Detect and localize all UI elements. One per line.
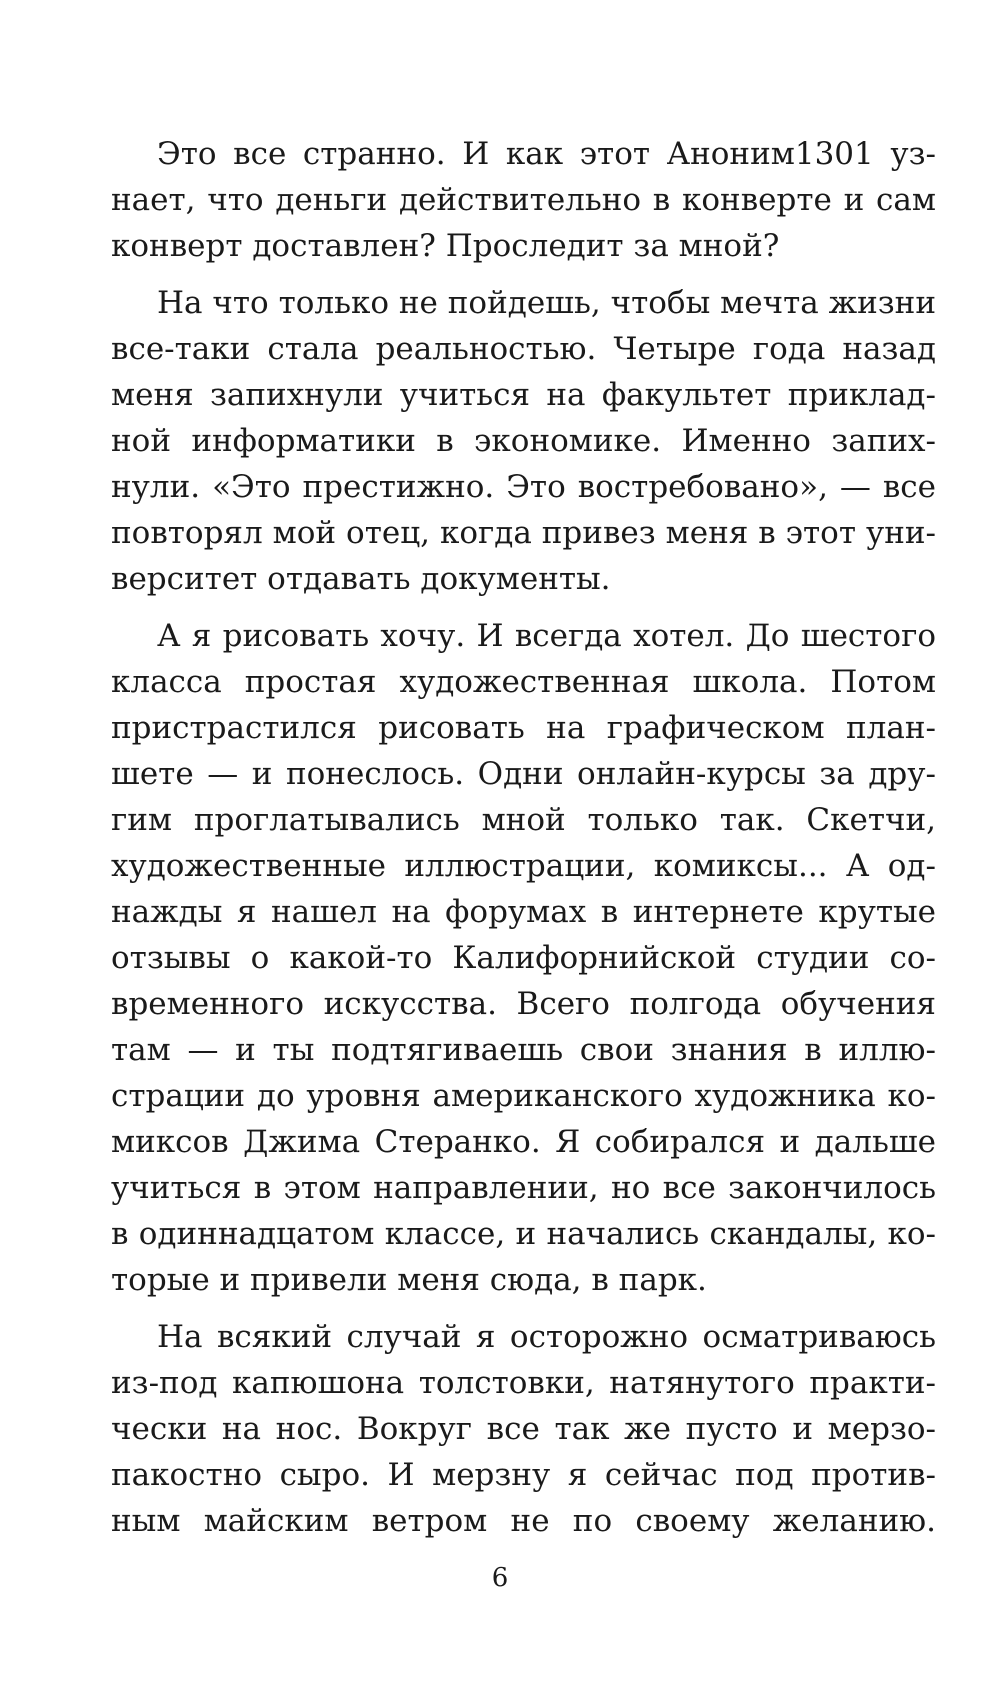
text-line: нает, что деньги действительно в конверте и сам	[111, 182, 936, 218]
text-line: пристрастился рисовать на графическом план-	[111, 710, 936, 746]
text-line: класса простая художественная школа. Потом	[111, 664, 936, 700]
text-line: торые и привели меня сюда, в парк.	[111, 1262, 707, 1298]
text-line: ной информатики в экономике. Именно запих-	[111, 423, 936, 459]
text-line: конверт доставлен? Проследит за мной?	[111, 228, 780, 264]
paragraph	[111, 613, 936, 1303]
text-line: нажды я нашел на форумах в интернете крутые	[111, 894, 936, 930]
text-line: все-таки стала реальностью. Четыре года назад	[111, 331, 936, 367]
text-line: гим проглатывались мной только так. Скетчи,	[111, 802, 936, 838]
paragraph	[111, 280, 936, 602]
text-line: меня запихнули учиться на факультет приклад-	[111, 377, 936, 413]
body-text	[111, 131, 936, 1555]
paragraph	[111, 131, 936, 269]
text-line: учиться в этом направлении, но все закончилось	[111, 1170, 936, 1206]
text-line: ным майским ветром не по своему желанию.	[111, 1503, 936, 1539]
text-line: На всякий случай я осторожно осматриваюсь	[157, 1319, 936, 1355]
text-line: верситет отдавать документы.	[111, 561, 611, 597]
text-line: художественные иллюстрации, комиксы... А од-	[111, 848, 936, 884]
paragraph	[111, 1314, 936, 1544]
text-line: там — и ты подтягиваешь свои знания в иллю-	[111, 1032, 936, 1068]
text-line: А я рисовать хочу. И всегда хотел. До шестого	[157, 618, 936, 654]
text-line: повторял мой отец, когда привез меня в этот уни-	[111, 515, 936, 551]
text-line: нули. «Это престижно. Это востребовано», — все	[111, 469, 936, 505]
text-line: чески на нос. Вокруг все так же пусто и мерзо-	[111, 1411, 936, 1447]
text-line: миксов Джима Стеранко. Я собирался и дальше	[111, 1124, 936, 1160]
text-line: шете — и понеслось. Одни онлайн-курсы за дру-	[111, 756, 936, 792]
text-line: страции до уровня американского художника ко-	[111, 1078, 936, 1114]
text-line: временного искусства. Всего полгода обучения	[111, 986, 936, 1022]
text-line: пакостно сыро. И мерзну я сейчас под против-	[111, 1457, 936, 1493]
text-line: отзывы о какой-то Калифорнийской студии со-	[111, 940, 936, 976]
text-line: Это все странно. И как этот Аноним1301 уз-	[157, 136, 936, 172]
text-line: в одиннадцатом классе, и начались скандалы, ко-	[111, 1216, 936, 1252]
page-number: 6	[491, 1563, 509, 1593]
text-line: На что только не пойдешь, чтобы мечта жизни	[157, 285, 936, 321]
text-line: из-под капюшона толстовки, натянутого практи-	[111, 1365, 936, 1401]
